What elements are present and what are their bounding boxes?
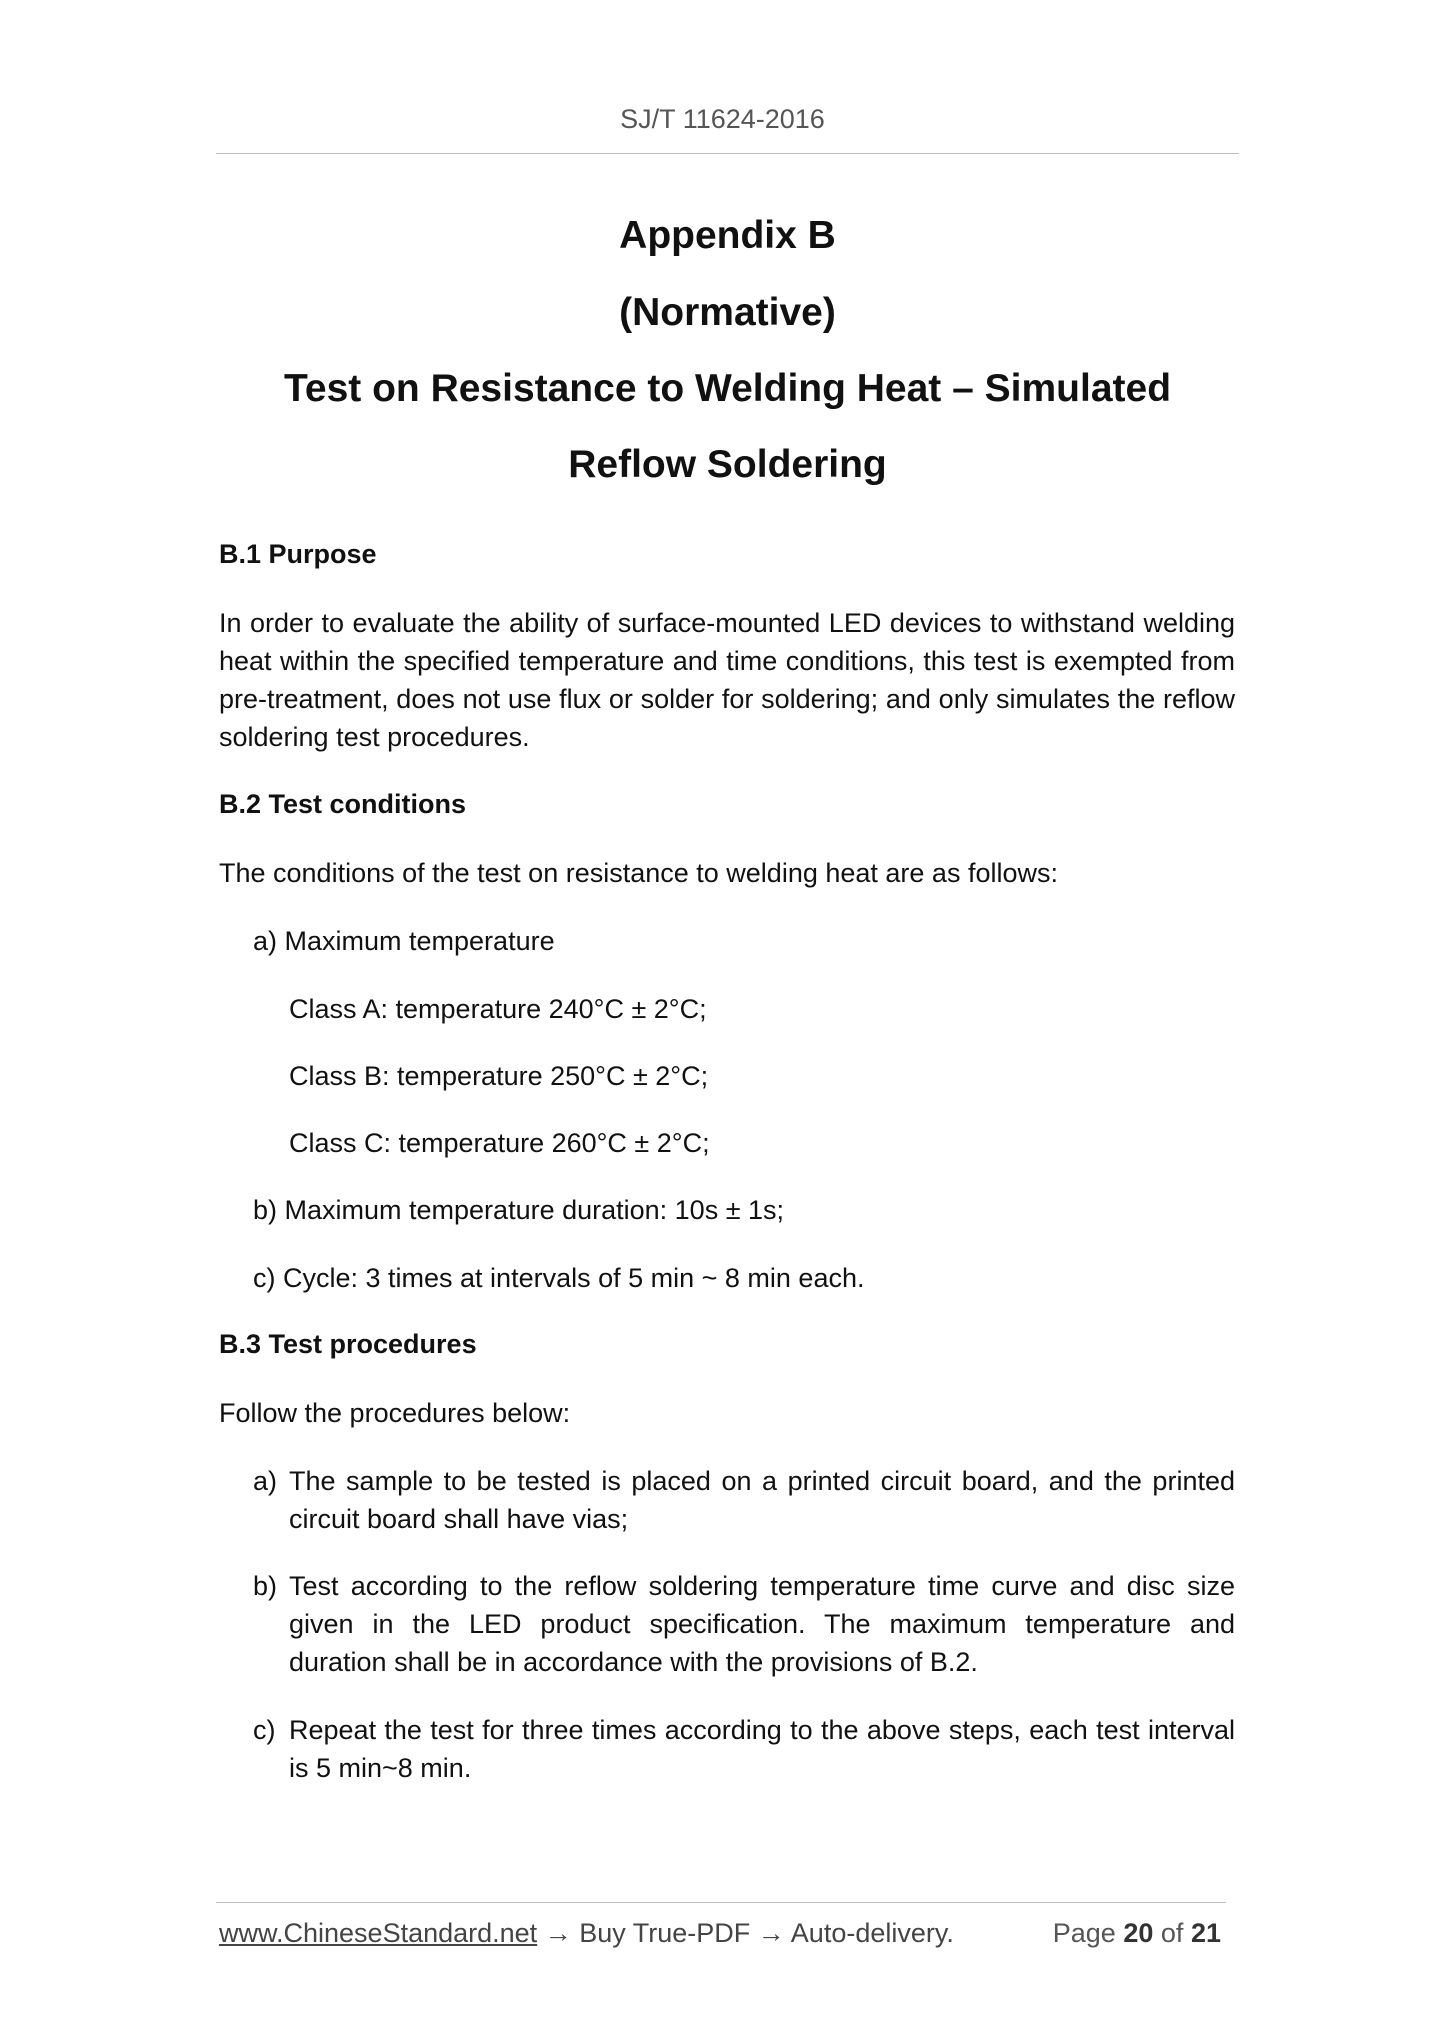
section-heading-b1: B.1 Purpose <box>219 539 377 569</box>
b3-item-b-label: b) <box>253 1571 278 1601</box>
header-divider <box>216 153 1239 154</box>
appendix-title: Appendix B <box>619 214 836 257</box>
page-word: Page <box>1052 1918 1116 1948</box>
b3-item-a-label: a) <box>253 1466 278 1496</box>
appendix-heading-line2: Reflow Soldering <box>568 443 887 486</box>
footer-promo <box>219 1918 954 1949</box>
appendix-heading-line1: Test on Resistance to Welding Heat – Simulated <box>283 367 1172 410</box>
appendix-type: (Normative) <box>619 291 836 334</box>
buy-true-pdf-text: Buy True-PDF <box>579 1918 751 1948</box>
current-page: 20 <box>1123 1918 1154 1948</box>
b3-item-c-label: c) <box>253 1715 276 1745</box>
footer-divider <box>216 1902 1226 1903</box>
b1-paragraph: In order to evaluate the ability of surface-mounted LED devices to withstand welding heat within the specified temperature and time conditions, this test is exempted from pre-treatment, does not use flux or solder for soldering; and only simulates the reflow soldering test procedures. <box>219 608 1235 752</box>
arrow-icon: → <box>757 1918 785 1948</box>
chinesestandard-link[interactable]: www.ChineseStandard.net <box>219 1918 538 1948</box>
b2-item-c: c) Cycle: 3 times at intervals of 5 min ~ 8 min each. <box>253 1263 865 1293</box>
b2-intro: The conditions of the test on resistance to welding heat are as follows: <box>219 858 1058 888</box>
b3-item-c-text: Repeat the test for three times according to the above steps, each test interval is 5 min~8 min. <box>289 1715 1235 1783</box>
b2-class-a: Class A: temperature 240°C ± 2°C; <box>289 994 707 1024</box>
section-heading-b2: B.2 Test conditions <box>219 789 467 819</box>
b2-class-c: Class C: temperature 260°C ± 2°C; <box>289 1128 710 1158</box>
auto-delivery-text: Auto-delivery. <box>790 1918 954 1948</box>
total-pages: 21 <box>1190 1918 1221 1948</box>
arrow-icon: → <box>544 1918 572 1948</box>
of-word: of <box>1160 1918 1184 1948</box>
page-number <box>1053 1918 1221 1949</box>
standard-code-header: SJ/T 11624-2016 <box>620 104 825 134</box>
b3-item-a-text: The sample to be tested is placed on a printed circuit board, and the printed circuit board shall have vias; <box>289 1466 1235 1534</box>
b3-item-b-text: Test according to the reflow soldering temperature time curve and disc size given in the LED product specification. The maximum temperature and duration shall be in accordance with the provisions of B.2. <box>289 1571 1235 1677</box>
b2-item-b: b) Maximum temperature duration: 10s ± 1s; <box>253 1195 785 1225</box>
b3-intro: Follow the procedures below: <box>219 1398 571 1428</box>
b2-class-b: Class B: temperature 250°C ± 2°C; <box>289 1061 709 1091</box>
section-heading-b3: B.3 Test procedures <box>219 1329 477 1359</box>
b2-item-a: a) Maximum temperature <box>253 926 555 956</box>
